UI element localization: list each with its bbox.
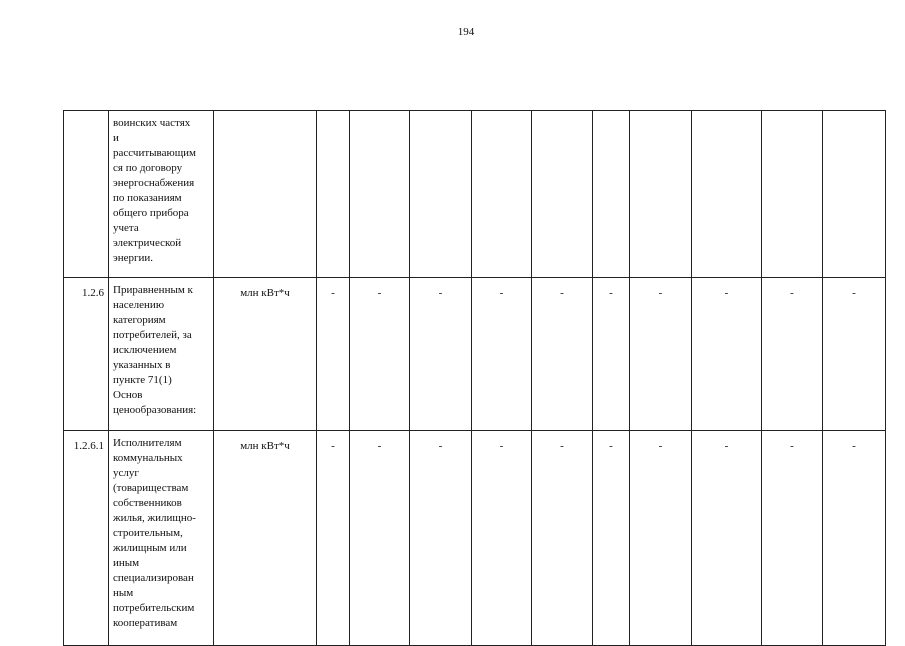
row-name: [109, 278, 214, 431]
row-value: -: [350, 278, 410, 431]
row-value: -: [350, 431, 410, 646]
row-value: [762, 111, 823, 278]
row-value: [593, 111, 630, 278]
row-name-line: ным: [113, 587, 134, 599]
row-value: [472, 111, 532, 278]
row-value: -: [532, 431, 593, 646]
table-row: [64, 111, 886, 278]
row-code: 1.2.6.1: [64, 431, 109, 646]
row-value: [692, 111, 762, 278]
row-name-line: услуг: [113, 467, 139, 479]
row-value: -: [317, 431, 350, 646]
row-name-line: по показаниям: [113, 192, 182, 204]
row-value: -: [823, 278, 886, 431]
row-name-line: кооперативам: [113, 617, 178, 629]
row-name-line: энергоснабжения: [113, 177, 195, 189]
row-value: -: [472, 278, 532, 431]
row-name-line: специализирован: [113, 572, 194, 584]
row-value: [317, 111, 350, 278]
row-name-line: жилья, жилищно-: [113, 512, 196, 524]
row-unit: млн кВт*ч: [214, 431, 317, 646]
row-name-line: и: [113, 132, 119, 144]
row-value: [823, 111, 886, 278]
row-name-line: энергии.: [113, 252, 154, 264]
row-value: -: [762, 278, 823, 431]
row-name-line: Исполнителям: [113, 437, 182, 449]
row-name-line: категориям: [113, 314, 166, 326]
row-value: [410, 111, 472, 278]
row-code: 1.2.6: [64, 278, 109, 431]
row-name-line: Приравненным к: [113, 284, 193, 296]
row-name-line: электрической: [113, 237, 182, 249]
row-name-line: рассчитывающим: [113, 147, 197, 159]
row-code: [64, 111, 109, 278]
row-value: -: [410, 278, 472, 431]
data-table: [63, 110, 886, 646]
row-name: [109, 111, 214, 278]
row-name-line: потребительским: [113, 602, 195, 614]
row-name-line: строительным,: [113, 527, 183, 539]
row-value: -: [532, 278, 593, 431]
row-name-line: населению: [113, 299, 165, 311]
row-value: -: [593, 431, 630, 646]
row-name-line: собственников: [113, 497, 182, 509]
row-name-line: коммунальных: [113, 452, 183, 464]
row-name-line: ценообразования:: [113, 404, 197, 416]
row-value: [630, 111, 692, 278]
row-unit: [214, 111, 317, 278]
row-value: -: [593, 278, 630, 431]
row-name-line: исключением: [113, 344, 177, 356]
row-value: -: [762, 431, 823, 646]
row-value: -: [692, 431, 762, 646]
row-value: -: [410, 431, 472, 646]
row-value: -: [630, 431, 692, 646]
row-name-line: жилищным или: [113, 542, 187, 554]
row-value: [350, 111, 410, 278]
row-name-line: (товариществам: [113, 482, 189, 494]
row-value: -: [823, 431, 886, 646]
row-value: -: [317, 278, 350, 431]
row-value: -: [692, 278, 762, 431]
row-name-line: учета: [113, 222, 139, 234]
row-name-line: иным: [113, 557, 140, 569]
row-name-line: потребителей, за: [113, 329, 192, 341]
table-body: [64, 111, 886, 646]
row-name-line: пункте 71(1): [113, 374, 172, 386]
row-name-line: воинских частях: [113, 117, 191, 129]
page-number: 194: [457, 26, 475, 38]
row-value: [532, 111, 593, 278]
row-name-line: Основ: [113, 389, 143, 401]
table-row: [64, 278, 886, 431]
row-name-line: указанных в: [113, 359, 171, 371]
table-row: [64, 431, 886, 646]
row-value: -: [630, 278, 692, 431]
row-name: [109, 431, 214, 646]
row-value: -: [472, 431, 532, 646]
row-name-line: общего прибора: [113, 207, 189, 219]
row-unit: млн кВт*ч: [214, 278, 317, 431]
row-name-line: ся по договору: [113, 162, 183, 174]
